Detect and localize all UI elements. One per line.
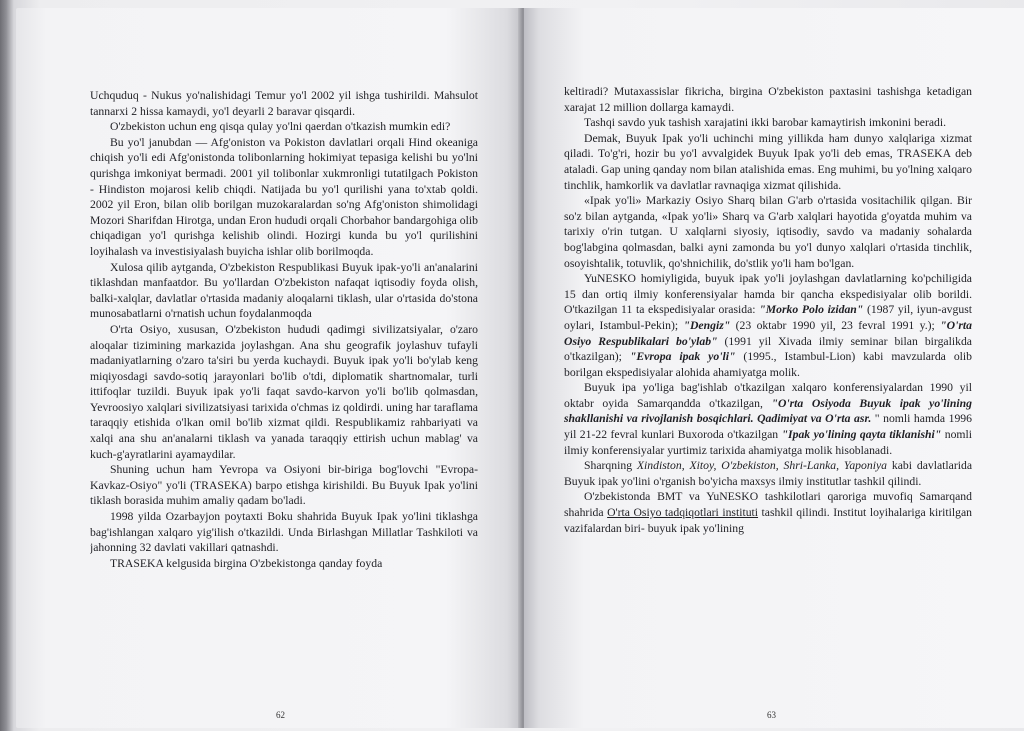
paragraph: Xulosa qilib aytganda, O'zbekiston Respublikasi Buyuk ipak-yo'li an'analarini tiklashdan manfaatdor. Bu yo'llardan O'zbekiston nafaqat iqtisodiy foyda olish, balki-xalqlar, davlatlar o'rtasida madaniy aloqalarni tiklash, ular o'rtasida do'stona munosabatlarni o'rnatish uchun foydalanmoqda <box>90 260 478 321</box>
paragraph: keltiradi? Mutaxassislar fikricha, birgina O'zbekiston paxtasini tashishga ketadigan xarajat 12 million dollarga kamaydi. <box>564 85 972 114</box>
paragraph: O'zbekiston uchun eng qisqa qulay yo'lni qaerdan o'tkazish mumkin edi? <box>110 120 451 134</box>
paragraph: Shuning uchun ham Yevropa va Osiyoni bir-biriga bog'lovchi "Evropa-Kavkaz-Osiyo" yo'li (TRASEKA) barpo etishga kirishildi. Bu Buyuk Ipak yo'lini tiklash borasida muhim amaliy qadam bo'ladi. <box>90 463 478 508</box>
text-run: tashkil qilindi. Institut loyihalariga kiritilgan vazifalardan biri- buyuk ipak yo'lining <box>564 506 972 535</box>
right-page <box>524 8 1024 728</box>
expedition-title: "Evropa ipak yo'li" <box>629 350 736 364</box>
text-run: YuNESKO homiyligida, buyuk ipak yo'li joylashgan davlatlarning ko'pchiligida 15 dan ortiq ilmiy konferensiyalar hamda bir qancha ekspedisiyalar olib borildi. O'tkazilgan 11 ta ekspedisiyalar orasida: <box>564 272 972 317</box>
paragraph <box>564 458 972 489</box>
left-page <box>16 8 522 728</box>
left-page-text <box>90 88 478 571</box>
text-run: (1995., Istambul-Lion) kabi mavzularda olib borilgan ekspedisiyalar alohida ahamiyatga molik. <box>564 350 972 379</box>
paragraph: TRASEKA kelgusida birgina O'zbekistonga qanday foyda <box>110 556 383 570</box>
paragraph: 1998 yilda Ozarbayjon poytaxti Boku shahrida Buyuk Ipak yo'lini tiklashga bag'ishlangan xalqaro yig'ilish o'tkazildi. Unda Birlashgan Millatlar Tashkiloti va jahonning 32 davlati vakillari qatnashdi. <box>90 510 478 555</box>
text-run: (1991 yil Xivada ilmiy seminar bilan birgalikda o'tkazilgan); <box>564 334 972 364</box>
text-run: O'zbekistonda BMT va YuNESKO tashkilotlari qaroriga muvofiq Samarqand shahrida <box>564 490 972 520</box>
paragraph: Uchquduq - Nukus yo'nalishidagi Temur yo'l 2002 yil ishga tushirildi. Mahsulot tannarxi 2 hissa kamaydi, yo'l deyarli 2 baravar qisqardi. <box>90 89 478 118</box>
paragraph: O'rta Osiyo, xususan, O'zbekiston hududi qadimgi sivilizatsiyalar, o'zaro aloqalar tizimining markazida joylashgan. Ana shu geografik joylashuv tufayli madaniyatlarning o'zaro ta'siri bu yerda kuchaydi. Buyuk ipak yo'li bo'ylab keng miqiyosdagi savdo-sotiq jarayonlari bo'lib o'tdi, diplomatik shartnomalar, turli ittifoqlar tuzildi. Buyuk ipak yo'li faqat savdo-karvon yo'li bo'lib qolmasdan, Yevroosiyo xalqlari sivilizatsiyasi tarixida o'chmas iz qoldirdi. uning har taraflama taraqqiy etishida o'lkan omil bo'lib xizmat qildi. Respublikamiz rahbariyati va xalqi ana shu an'analarni tiklash va yanada taraqqiy ettirish uchun mablag' va kuch-g'ayratlarini ayamaydilar. <box>90 322 478 461</box>
paragraph <box>564 489 972 536</box>
conference-title: "O'rta Osiyoda Buyuk ipak yo'lining shakllanishi va rivojlanish bosqichlari. Qadimiyat va O'rta asr. <box>564 396 972 426</box>
text-run: (1987 yil, iyun-avgust oylari, Istambul-Pekin); <box>564 303 972 332</box>
paragraph: Demak, Buyuk Ipak yo'li uchinchi ming yillikda ham dunyo xalqlariga xizmat qiladi. To'g'ri, hozir bu yo'l avvalgidek Buyuk Ipak yo'li deb emas, TRASEKA deb ataladi. Gap uning qanday nom bilan atalishida emas. Eng muhimi, bu yo'lning xalqaro tinchlik, hamkorlik va davlatlar ravnaqiga xizmat qilishida. <box>564 131 972 192</box>
right-page-text <box>564 84 972 536</box>
institute-name: O'rta Osiyo tadqiqotlari instituti <box>607 506 759 520</box>
expedition-title: "Morko Polo izidan" <box>759 303 864 317</box>
paragraph <box>564 380 972 458</box>
paragraph: «Ipak yo'li» Markaziy Osiyo Sharq bilan G'arb o'rtasida vositachilik qilgan. Bir so'z bilan aytganda, «Ipak yo'li» Sharq va G'arb xalqlari hayotida g'oyatda muhim va tarixiy o'rin tutgan. U xalqlarni siyosiy, iqtisodiy, savdo va madaniy sohalarda bog'labgina qolmasdan, balki ayni zamonda bu yo'l dunyo xalqlari o'rtasida tinchlik, osoyishtalik, totuvlik, qo'shnichilik, do'stlik yo'li ham bo'lgan. <box>564 194 972 270</box>
paragraph <box>564 271 972 380</box>
paragraph: Tashqi savdo yuk tashish xarajatini ikki barobar kamaytirish imkonini beradi. <box>584 116 947 130</box>
page-number: 63 <box>767 710 776 720</box>
text-run: nomli ilmiy konferensiyalar yurtimiz tarixida ahamiyatga molik hisoblanadi. <box>564 428 972 457</box>
text-run: Buyuk ipa yo'liga bag'ishlab o'tkazilgan xalqaro konferensiyalardan 1990 yil oktabr oyida Samarqandda o'tkazilgan, <box>564 381 972 410</box>
country-list: Xindiston, Xitoy, O'zbekiston, Shri-Lanka, Yaponiya <box>636 459 887 473</box>
text-run: (23 oktabr 1990 yil, 23 fevral 1991 y.); <box>730 318 941 332</box>
conference-title: "Ipak yo'lining qayta tiklanishi" <box>781 428 942 442</box>
paragraph: Bu yo'l janubdan — Afg'oniston va Pokiston davlatlari orqali Hind okeaniga chiqish yo'li edi Afg'onistonda tolibonlarning hokimiyat tepasiga kelishi bu yo'lni qurishga imkoniyat bermadi. 2001 yil tolibonlar xukmronligi tutatilgach Pokiston - Hindiston mojarosi kelib chiqdi. Natijada bu yo'l qurilishi yana to'xtab qoldi. 2002 yil Eron, bilan olib borilgan muzokaralardan so'ng Afg'oniston shimolidagi Mozori Sharifdan Hirotga, undan Eron hududi orqali Chorbahor bandargohiga olib chiqadigan yo'l qurishga kelishib olindi. Hozirgi kunda bu yo'l qurilishini loyihalash va investisiyalash buyicha ishlar olib borilmoqda. <box>90 135 478 258</box>
expedition-title: "Dengiz" <box>683 318 731 332</box>
text-run: " nomli hamda 1996 yil 21-22 fevral kunlari Buxoroda o'tkazilgan <box>564 412 972 442</box>
text-run: Sharqning <box>584 459 637 473</box>
expedition-title: "O'rta Osiyo Respublikalari bo'ylab" <box>564 318 972 348</box>
page-number: 62 <box>276 710 285 720</box>
text-run: kabi davlatlarida Buyuk ipak yo'lini o'rganish bo'yicha maxsys ilmiy institutlar tashkil qilindi. <box>564 459 972 488</box>
